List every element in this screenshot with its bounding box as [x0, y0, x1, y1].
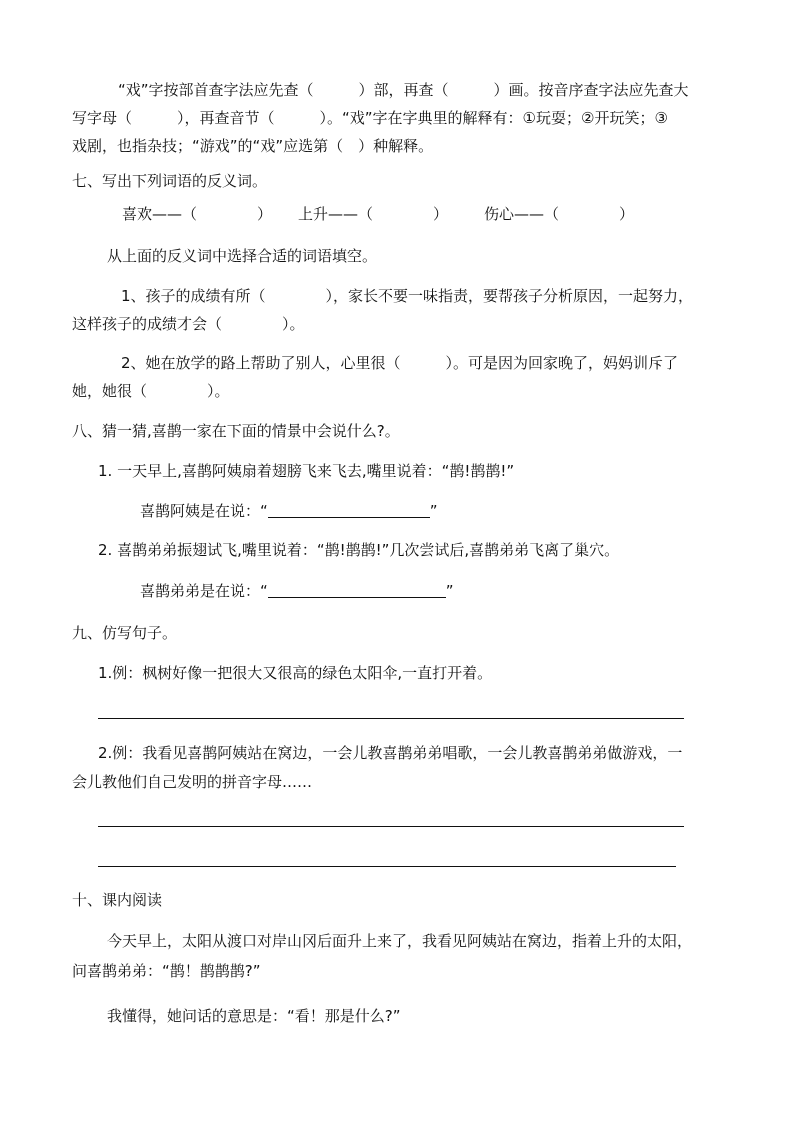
section8-heading: 八、猜一猜,喜鹊一家在下面的情景中会说什么?。 [72, 422, 400, 440]
fill-question-2-line2: 她，她很（ ）。 [72, 382, 230, 400]
answer2-prefix: 喜鹊弟弟是在说：“ [140, 582, 268, 600]
section8-answer2 [140, 580, 454, 602]
answer-line-2[interactable] [98, 826, 684, 827]
answer2-suffix: ” [445, 582, 454, 600]
section6-line3: 戏剧，也指杂技；“游戏”的“戏”应选第（ ）种解释。 [72, 137, 434, 155]
section9-example2-line2: 会儿教他们自己发明的拼音字母…… [72, 773, 313, 791]
fill-question-1-line2: 这样孩子的成绩才会（ ）。 [72, 315, 305, 333]
section10-heading: 十、课内阅读 [72, 891, 163, 909]
answer-line-1[interactable] [98, 718, 684, 719]
reading-para1-line2: 问喜鹊弟弟：“鹊！鹊鹊鹊?” [72, 962, 261, 980]
section6-line2: 写字母（ ），再查音节（ ）。“戏”字在字典里的解释有：①玩耍；②开玩笑；③ [72, 109, 668, 127]
section6-line1: “戏”字按部首查字法应先查（ ）部，再查（ ）画。按音序查字法应先查大 [118, 81, 689, 99]
answer1-blank[interactable] [268, 503, 430, 518]
antonym-pair-2: 上升——（ ） [298, 205, 449, 223]
reading-para1-line1: 今天早上，太阳从渡口对岸山冈后面升上来了，我看见阿姨站在窝边，指着上升的太阳， [107, 932, 693, 950]
answer1-prefix: 喜鹊阿姨是在说：“ [140, 502, 268, 520]
antonym-pair-1: 喜欢——（ ） [122, 205, 273, 223]
section8-answer1 [140, 500, 438, 522]
section8-item1: 1. 一天早上,喜鹊阿姨扇着翅膀飞来飞去,嘴里说着：“鹊!鹊鹊!” [98, 462, 515, 480]
answer2-blank[interactable] [268, 583, 446, 598]
fill-question-2-line1: 2、她在放学的路上帮助了别人，心里很（ ）。可是因为回家晚了，妈妈训斥了 [121, 354, 679, 372]
section8-item2: 2. 喜鹊弟弟振翅试飞,嘴里说着：“鹊!鹊鹊!”几次尝试后,喜鹊弟弟飞离了巢穴。 [98, 541, 620, 559]
antonym-pair-3: 伤心——（ ） [484, 205, 635, 223]
fill-question-1-line1: 1、孩子的成绩有所（ ），家长不要一味指责，要帮孩子分析原因，一起努力， [121, 287, 694, 305]
section7-instruction: 从上面的反义词中选择合适的词语填空。 [107, 247, 378, 265]
reading-para2: 我懂得，她问话的意思是：“看！那是什么?” [107, 1007, 401, 1025]
section7-heading: 七、写出下列词语的反义词。 [72, 172, 268, 190]
section9-example2-line1: 2.例：我看见喜鹊阿姨站在窝边，一会儿教喜鹊弟弟唱歌，一会儿教喜鹊弟弟做游戏，一 [98, 744, 683, 762]
answer1-suffix: ” [429, 502, 438, 520]
section9-heading: 九、仿写句子。 [72, 624, 178, 642]
answer-line-3[interactable] [98, 866, 676, 867]
section9-example1: 1.例：枫树好像一把很大又很高的绿色太阳伞,一直打开着。 [98, 664, 493, 682]
